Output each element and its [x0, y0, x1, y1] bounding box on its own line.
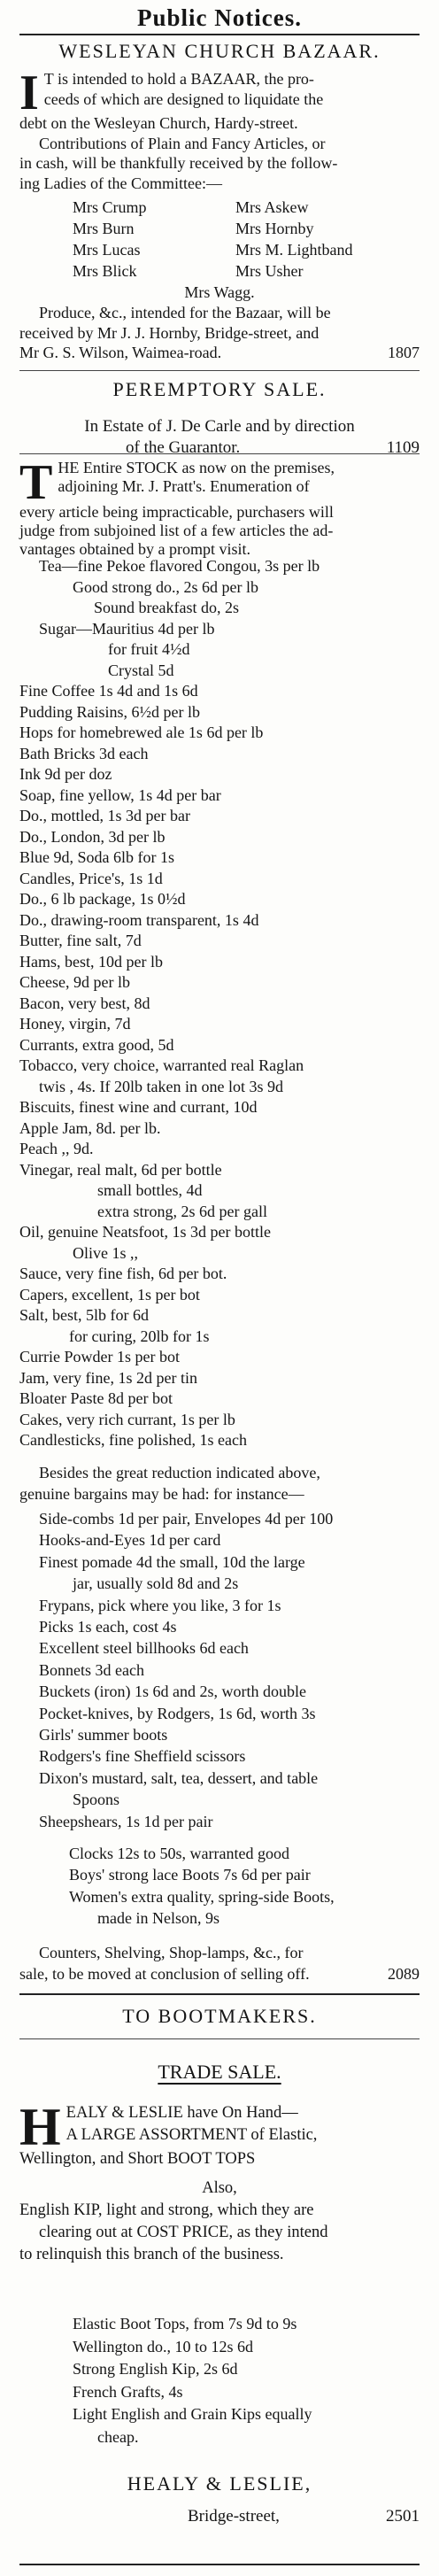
- bootmakers-notice: [19, 2003, 420, 2030]
- lady-name: Mrs Hornby: [235, 220, 314, 237]
- list-item: Candlesticks, fine polished, 1s each: [19, 1431, 247, 1449]
- price-line: Good strong do., 2s 6d per lb: [73, 577, 258, 596]
- stock-list: [19, 681, 420, 1451]
- lady-name: Mrs Askew: [235, 198, 309, 216]
- list-item: Blue 9d, Soda 6lb for 1s: [19, 848, 174, 866]
- list-item: Currie Powder 1s per bot: [19, 1348, 180, 1365]
- sale-notice: [19, 377, 420, 459]
- list-item: jar, usually sold 8d and 2s: [73, 1574, 239, 1593]
- divider: [19, 370, 420, 371]
- lady-name: Mrs Lucas: [73, 241, 141, 259]
- page-title: Public Notices.: [137, 4, 302, 31]
- bazaar-ref: 1807: [388, 344, 420, 361]
- list-item: Candles, Price's, 1s 1d: [19, 869, 163, 887]
- list-item: Picks 1s each, cost 4s: [39, 1618, 177, 1636]
- bazaar-para3-line1: Produce, &c., intended for the Bazaar, will be: [39, 304, 331, 321]
- list-item: Fine Coffee 1s 4d and 1s 6d: [19, 682, 198, 700]
- price-line: Sugar—Mauritius 4d per lb: [39, 619, 215, 638]
- price-line: cheap.: [97, 2427, 139, 2446]
- list-item: Do., 6 lb package, 1s 0½d: [19, 890, 186, 908]
- bazaar-para2-line3: ing Ladies of the Committee:—: [19, 174, 222, 192]
- sale-intro-line5: vantages obtained by a prompt visit.: [19, 540, 250, 558]
- sale-intro-line4: judge from subjoined list of a few articles the ad-: [19, 522, 334, 539]
- sale-intro-line3: every article being impracticable, purchasers will: [19, 503, 334, 521]
- price-line: Wellington do., 10 to 12s 6d: [73, 2337, 254, 2356]
- price-line: for fruit 4½d: [108, 640, 190, 658]
- boot-tops-prices: [19, 2313, 420, 2448]
- bazaar-para2-line1: Contributions of Plain and Fancy Articles, or: [39, 134, 326, 152]
- bazaar-notice: [19, 39, 420, 363]
- sale-intro-line1: HE Entire STOCK as now on the premises,: [58, 459, 335, 476]
- list-item: Pocket-knives, by Rodgers, 1s 6d, worth 3s: [39, 1704, 316, 1722]
- bootmakers-line2: A LARGE ASSORTMENT of Elastic,: [65, 2126, 318, 2144]
- bazaar-para1-line2: ceeds of which are designed to liquidate the: [43, 89, 324, 108]
- list-item: Frypans, pick where you like, 3 for 1s: [39, 1596, 281, 1614]
- bazaar-para3-line2: received by Mr J. J. Hornby, Bridge-street, and: [19, 323, 320, 342]
- lady-name-last: Mrs Wagg.: [184, 283, 255, 301]
- bootmakers-line1: EALY & LESLIE have On Hand—: [65, 2104, 298, 2122]
- firm-signature: [19, 2471, 420, 2529]
- price-line: Tea—fine Pekoe flavored Congou, 3s per lb: [39, 557, 320, 575]
- list-item: Pudding Raisins, 6½d per lb: [19, 702, 201, 721]
- list-item: Dixon's mustard, salt, tea, dessert, and table: [39, 1768, 319, 1787]
- price-line: Light English and Grain Kips equally: [73, 2405, 312, 2423]
- besides-paragraph: [19, 1462, 420, 1505]
- list-item: Peach ,, 9d.: [19, 1140, 94, 1157]
- list-item: Ink 9d per doz: [19, 765, 112, 783]
- counters-ref: 2089: [388, 1965, 420, 1983]
- price-line: Elastic Boot Tops, from 7s 9d to 9s: [73, 2315, 297, 2332]
- list-item: Honey, virgin, 7d: [19, 1015, 131, 1033]
- healy-leslie-paragraph: [19, 2098, 420, 2266]
- divider: [19, 1993, 420, 1995]
- divider: [19, 34, 420, 35]
- divider: [19, 453, 420, 454]
- list-item: Do., London, 3d per lb: [19, 827, 166, 846]
- price-line: Crystal 5d: [108, 661, 174, 679]
- kip-line1: English KIP, light and strong, which they are: [19, 2201, 314, 2219]
- list-item: Do., drawing-room transparent, 1s 4d: [19, 910, 259, 929]
- lady-name: Mrs Burn: [73, 220, 135, 237]
- bootmakers-also: Also,: [202, 2179, 237, 2197]
- bazaar-para1-line3: debt on the Wesleyan Church, Hardy-street.: [19, 114, 298, 132]
- boots-list: [19, 1843, 420, 1930]
- price-line: French Grafts, 4s: [73, 2382, 183, 2401]
- list-item: Sauce, very fine fish, 6d per bot.: [19, 1265, 227, 1282]
- sale-dropcap: T: [19, 455, 53, 510]
- list-item: Apple Jam, 8d. per lb.: [19, 1118, 161, 1137]
- list-item: Hooks-and-Eyes 1d per card: [39, 1531, 221, 1550]
- list-item: Spoons: [73, 1791, 120, 1809]
- list-item: for curing, 20lb for 1s: [69, 1327, 210, 1345]
- tea-prices: [19, 556, 420, 681]
- divider: [19, 2564, 420, 2565]
- sale-sub-ref: 1109: [386, 438, 420, 457]
- list-item: Bacon, very best, 8d: [19, 994, 150, 1012]
- list-item: Cakes, very rich currant, 1s per lb: [19, 1410, 235, 1428]
- trade-sale: [19, 2060, 420, 2085]
- sale-sub-line2: of the Guarantor.: [126, 438, 241, 457]
- firm-ref: 2501: [386, 2507, 420, 2526]
- sale-intro-line2: adjoining Mr. J. Pratt's. Enumeration of: [58, 477, 310, 495]
- list-item: twis , 4s. If 20lb taken in one lot 3s 9d: [39, 1077, 283, 1095]
- kip-line3: to relinquish this branch of the business.: [19, 2246, 284, 2263]
- list-item: Cheese, 9d per lb: [19, 973, 130, 991]
- counters-paragraph: [19, 1942, 420, 1984]
- list-item: Soap, fine yellow, 1s 4d per bar: [19, 785, 221, 804]
- list-item: Buckets (iron) 1s 6d and 2s, worth double: [39, 1683, 306, 1701]
- list-item: Women's extra quality, spring-side Boots,: [69, 1887, 335, 1906]
- bargain-list: [19, 1508, 420, 1832]
- counters-line2: sale, to be moved at conclusion of selling off.: [19, 1965, 310, 1983]
- list-item: Clocks 12s to 50s, warranted good: [69, 1845, 289, 1862]
- list-item: Tobacco, very choice, warranted real Raglan: [19, 1056, 304, 1074]
- list-item: Rodgers's fine Sheffield scissors: [39, 1747, 246, 1766]
- lady-name: Mrs Crump: [73, 198, 147, 216]
- besides-line1: Besides the great reduction indicated above,: [39, 1464, 320, 1481]
- trade-sale-heading: TRADE SALE.: [158, 2061, 281, 2083]
- lady-name: Mrs M. Lightband: [235, 241, 353, 259]
- sale-heading: PEREMPTORY SALE.: [112, 378, 327, 400]
- list-item: Vinegar, real malt, 6d per bottle: [19, 1160, 222, 1179]
- list-item: Sheepshears, 1s 1d per pair: [39, 1812, 213, 1830]
- list-item: Finest pomade 4d the small, 10d the large: [39, 1552, 305, 1571]
- list-item: Capers, excellent, 1s per bot: [19, 1285, 200, 1303]
- list-item: Do., mottled, 1s 3d per bar: [19, 807, 190, 824]
- list-item: Bonnets 3d each: [39, 1660, 144, 1679]
- bootmakers-heading: TO BOOTMAKERS.: [122, 2005, 317, 2027]
- price-line: Sound breakfast do, 2s: [94, 599, 239, 616]
- sale-intro: [19, 455, 420, 559]
- section-header: [19, 4, 420, 32]
- firm-name: HEALY & LESLIE,: [127, 2472, 312, 2495]
- bazaar-para2-line2: in cash, will be thankfully received by the follow-: [19, 154, 338, 172]
- bazaar-para3-line3: Mr G. S. Wilson, Waimea-road.: [19, 344, 222, 361]
- list-item: made in Nelson, 9s: [97, 1909, 220, 1928]
- list-item: Bath Bricks 3d each: [19, 744, 149, 762]
- kip-line2: clearing out at COST PRICE, as they intend: [39, 2224, 328, 2241]
- besides-line2: genuine bargains may be had: for instance—: [19, 1485, 304, 1503]
- firm-address: Bridge-street,: [188, 2507, 280, 2526]
- committee-ladies: [19, 197, 420, 282]
- list-item: Hams, best, 10d per lb: [19, 952, 163, 971]
- bazaar-dropcap: I: [19, 66, 39, 120]
- price-line: Strong English Kip, 2s 6d: [73, 2360, 238, 2378]
- bazaar-para1-line1: T is intended to hold a BAZAAR, the pro-: [43, 70, 314, 88]
- list-item: Girls' summer boots: [39, 1726, 168, 1744]
- list-item: Jam, very fine, 1s 2d per tin: [19, 1368, 197, 1387]
- list-item: Excellent steel billhooks 6d each: [39, 1639, 249, 1658]
- list-item: Currants, extra good, 5d: [19, 1035, 174, 1054]
- counters-line1: Counters, Shelving, Shop-lamps, &c., for: [39, 1944, 304, 1961]
- list-item: Hops for homebrewed ale 1s 6d per lb: [19, 723, 264, 741]
- bazaar-heading: WESLEYAN CHURCH BAZAAR.: [58, 40, 381, 62]
- list-item: Side-combs 1d per pair, Envelopes 4d per 100: [39, 1510, 334, 1528]
- list-item: small bottles, 4d: [97, 1181, 203, 1199]
- list-item: Olive 1s ,,: [73, 1243, 138, 1262]
- sale-sub-line1: In Estate of J. De Carle and by direction: [84, 417, 355, 436]
- lady-name: Mrs Usher: [235, 262, 304, 280]
- divider: [19, 2038, 420, 2039]
- list-item: Butter, fine salt, 7d: [19, 932, 142, 949]
- list-item: Boys' strong lace Boots 7s 6d per pair: [69, 1866, 311, 1884]
- list-item: extra strong, 2s 6d per gall: [97, 1202, 267, 1220]
- list-item: Oil, genuine Neatsfoot, 1s 3d per bottle: [19, 1223, 271, 1241]
- bootmakers-line3: Wellington, and Short BOOT TOPS: [19, 2150, 256, 2168]
- list-item: Bloater Paste 8d per bot: [19, 1389, 173, 1407]
- bootmakers-dropcap: H: [19, 2098, 61, 2156]
- list-item: Biscuits, finest wine and currant, 10d: [19, 1098, 258, 1116]
- lady-name: Mrs Blick: [73, 262, 137, 280]
- list-item: Salt, best, 5lb for 6d: [19, 1306, 149, 1324]
